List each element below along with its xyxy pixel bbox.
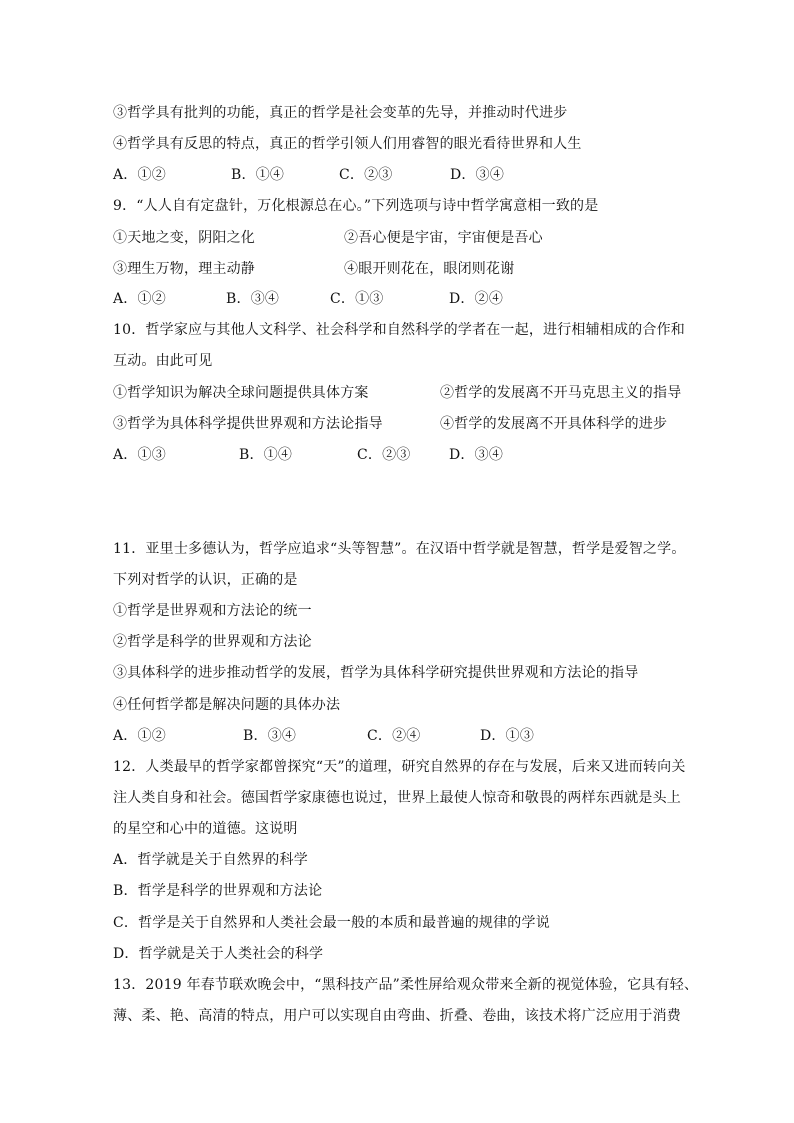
statement-3: ③具体科学的进步推动哲学的发展，哲学为具体科学研究提供世界观和方法论的指导 (113, 665, 639, 681)
option-c: C．②③ (357, 447, 411, 463)
statement-3: ③哲学具有批判的功能，真正的哲学是社会变革的先导，并推动时代进步 (113, 105, 568, 121)
statement-1: ①哲学是世界观和方法论的统一 (113, 603, 312, 619)
option-a: A．①② (113, 167, 166, 183)
option-d: D．③④ (450, 167, 505, 183)
question-10-stem-cont: 互动。由此可见 (113, 353, 213, 369)
option-c: C．哲学是关于自然界和人类社会最一般的本质和最普遍的规律的学说 (113, 915, 550, 931)
option-b: B．①④ (231, 167, 285, 183)
question-10-stem: 10．哲学家应与其他人文科学、社会科学和自然科学的学者在一起，进行相辅相成的合作和 (113, 322, 686, 338)
option-b: B．③④ (243, 728, 297, 744)
option-b: B．哲学是科学的世界观和方法论 (113, 883, 323, 899)
statement-4: ④哲学的发展离不开具体科学的进步 (440, 416, 668, 432)
question-12-stem-cont: 注人类自身和社会。德国哲学家康德也说过，世界上最使人惊奇和敬畏的两样东西就是头上 (113, 790, 681, 806)
statement-1: ①天地之变，阴阳之化 (113, 230, 255, 246)
option-a: A．①② (113, 291, 166, 307)
question-12-stem: 12．人类最早的哲学家都曾探究“天”的道理，研究自然界的存在与发展，后来又进而转向关 (113, 759, 686, 775)
option-c: C．①③ (330, 291, 384, 307)
statement-3: ③哲学为具体科学提供世界观和方法论指导 (113, 416, 383, 432)
question-13-stem: 13．2019 年春节联欢晚会中，“黑科技产品”柔性屏给观众带来全新的视觉体验，它具有轻、 (113, 977, 699, 993)
option-d: D．③④ (449, 447, 504, 463)
statement-3: ③理生万物，理主动静 (113, 261, 255, 277)
question-13-stem-cont: 薄、柔、艳、高清的特点，用户可以实现自由弯曲、折叠、卷曲，该技术将广泛应用于消费 (113, 1008, 681, 1024)
option-b: B．③④ (226, 291, 280, 307)
statement-2: ②哲学是科学的世界观和方法论 (113, 634, 312, 650)
statement-4: ④眼开则花在，眼闭则花谢 (344, 261, 515, 277)
option-c: C．②④ (367, 728, 421, 744)
option-d: D．①③ (480, 728, 535, 744)
question-12-stem-cont-2: 的星空和心中的道德。这说明 (113, 821, 298, 837)
option-a: A．哲学就是关于自然界的科学 (113, 852, 308, 868)
option-a: A．①③ (113, 447, 166, 463)
question-9-stem: 9．“人人自有定盘针，万化根源总在心。”下列选项与诗中哲学寓意相一致的是 (113, 198, 599, 214)
statement-4: ④哲学具有反思的特点，真正的哲学引领人们用睿智的眼光看待世界和人生 (113, 136, 582, 152)
question-11-stem: 11．亚里士多德认为，哲学应追求“头等智慧”。在汉语中哲学就是智慧，哲学是爱智之学。 (113, 541, 686, 557)
option-c: C．②③ (339, 167, 393, 183)
option-b: B．①④ (239, 447, 293, 463)
statement-2: ②哲学的发展离不开马克思主义的指导 (440, 385, 682, 401)
question-11-stem-cont: 下列对哲学的认识，正确的是 (113, 572, 298, 588)
statement-4: ④任何哲学都是解决问题的具体办法 (113, 697, 341, 713)
statement-2: ②吾心便是宇宙，宇宙便是吾心 (344, 230, 543, 246)
option-a: A．①② (113, 728, 166, 744)
option-d: D．②④ (449, 291, 504, 307)
statement-1: ①哲学知识为解决全球问题提供具体方案 (113, 385, 369, 401)
option-d: D．哲学就是关于人类社会的科学 (113, 946, 324, 962)
